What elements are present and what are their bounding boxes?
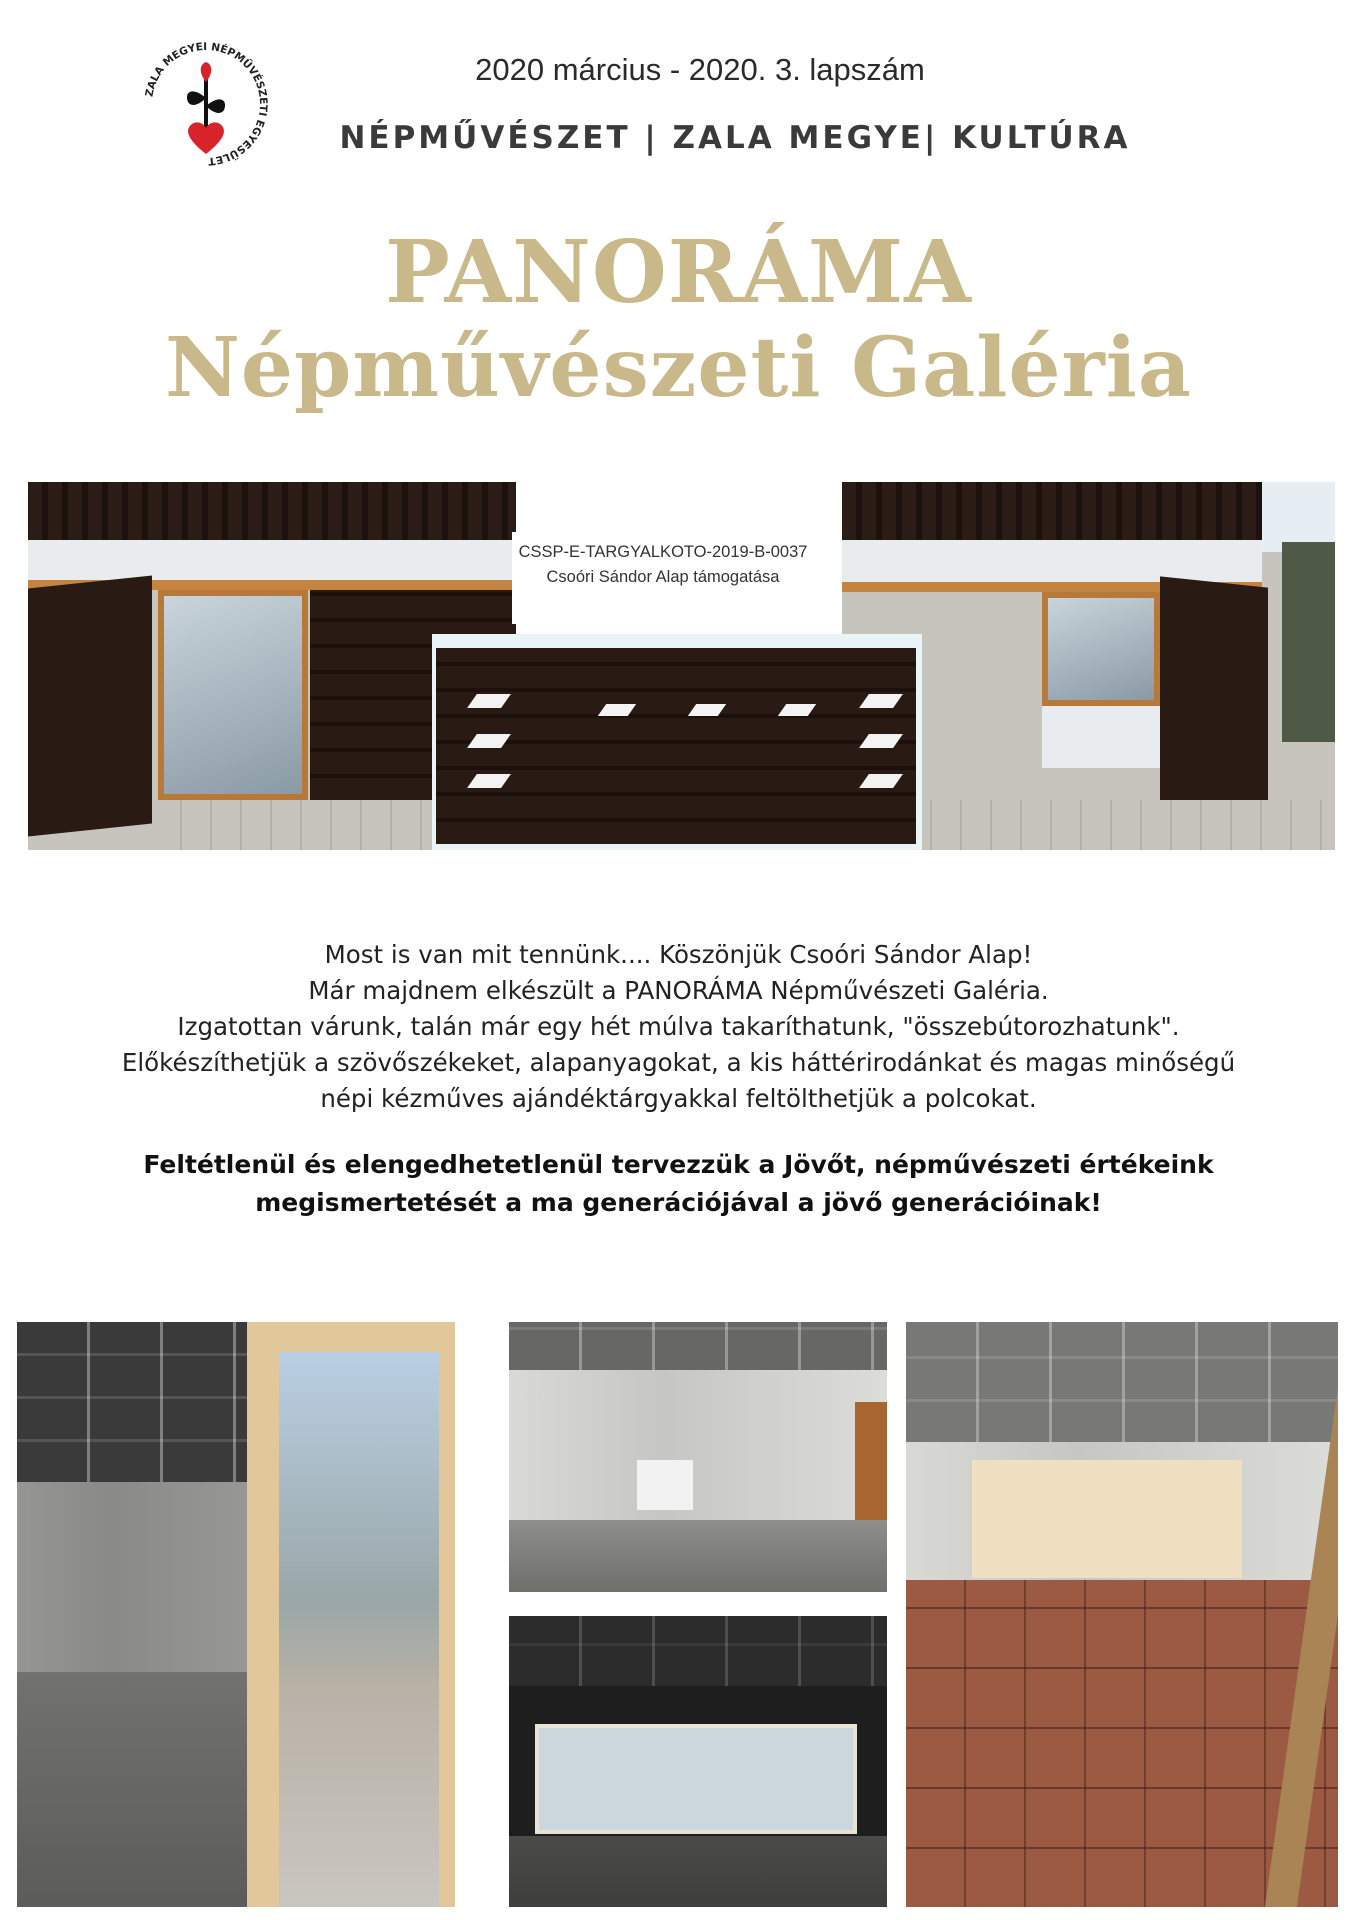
issue-line: 2020 március - 2020. 3. lapszám xyxy=(475,52,925,87)
association-logo xyxy=(138,36,274,172)
body-paragraph xyxy=(80,937,1277,1117)
photo-interior-door xyxy=(17,1322,455,1907)
photo-interior-room-c xyxy=(906,1322,1338,1907)
body-line: Már majdnem elkészült a PANORÁMA Népművészeti Galéria. xyxy=(308,976,1049,1005)
body-line: Most is van mit tennünk.... Köszönjük Csoóri Sándor Alap! xyxy=(324,940,1033,969)
tagline: NÉPMŰVÉSZET | ZALA MEGYE| KULTÚRA xyxy=(339,120,1131,156)
grant-code: CSSP-E-TARGYALKOTO-2019-B-0037 xyxy=(518,543,808,561)
body-line: Előkészíthetjük a szövőszékeket, alapanyagokat, a kis háttérirodánkat és magas minőségű xyxy=(121,1048,1236,1077)
grant-caption xyxy=(512,532,814,624)
body-line: népi kézműves ajándéktárgyakkal feltölthetjük a polcokat. xyxy=(320,1084,1037,1113)
grant-support: Csoóri Sándor Alap támogatása xyxy=(546,568,780,586)
body-bold-line: Feltétlenül és elengedhetetlenül tervezzük a Jövőt, népművészeti értékeink xyxy=(143,1150,1214,1179)
photo-exterior-center-gate xyxy=(432,634,922,850)
body-line: Izgatottan várunk, talán már egy hét múlva takaríthatunk, "összebútorozhatunk". xyxy=(177,1012,1180,1041)
title-line-2: Népművészeti Galéria xyxy=(164,320,1193,416)
body-bold-line: megismertetését a ma generációjával a jövő generációinak! xyxy=(255,1188,1102,1217)
photo-interior-room-a xyxy=(509,1322,887,1592)
photo-interior-room-b xyxy=(509,1616,887,1907)
title-line-1: PANORÁMA xyxy=(385,222,972,323)
body-bold-paragraph xyxy=(80,1146,1277,1222)
logo-text: ZALA MEGYEI NÉPMŰVÉSZETI EGYESÜLET xyxy=(143,40,270,168)
